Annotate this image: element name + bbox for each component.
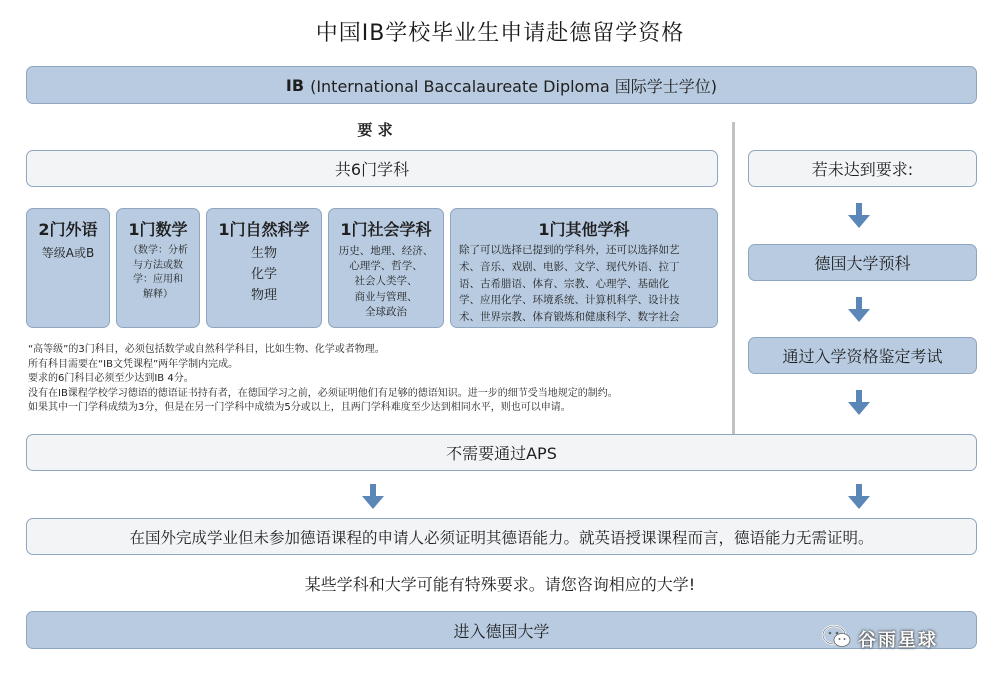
- column-divider: [732, 122, 735, 434]
- subject-line: 除了可以选择已提到的学科外，还可以选择如艺: [459, 244, 680, 256]
- subject-line: 语、古希腊语、体育、宗教、心理学、基础化: [459, 277, 669, 290]
- subject-heading: 1门自然科学: [218, 220, 310, 239]
- subject-line: 解释）: [143, 288, 173, 300]
- subject-line: 术、音乐、戏剧、电影、文学、现代外语、拉丁: [459, 260, 680, 273]
- if-not-met-box: 若未达到要求:: [748, 150, 977, 187]
- subject-box-social-science: [328, 208, 444, 328]
- enter-university-bar: 进入德国大学: [26, 611, 977, 649]
- subject-line: （数学：分析: [128, 245, 188, 256]
- subject-heading: 1门其他学科: [538, 220, 630, 239]
- subject-line: 等级A或B: [41, 246, 95, 260]
- subject-box-other: [450, 208, 718, 328]
- subject-heading: 2门外语: [38, 220, 98, 239]
- note-line: “高等级”的3门科目，必须包括数学或自然科学科目，比如生物、化学或者物理。: [28, 344, 385, 355]
- subject-line: 化学: [250, 266, 277, 282]
- down-arrow-icon: [362, 484, 384, 510]
- no-aps-bar: 不需要通过APS: [26, 434, 977, 471]
- prep-course-box: 德国大学预科: [748, 244, 977, 281]
- note-line: 如果其中一门学科成绩为3分，但是在另一门学科中成绩为5分或以上，且两门学科难度至少达到相同水平，则也可以申请。: [28, 402, 571, 413]
- subject-line: 学：应用和: [133, 274, 183, 285]
- down-arrow-icon: [848, 203, 870, 229]
- requirements-label: 要 求: [357, 121, 393, 139]
- subject-line: 商业与管理、: [354, 290, 418, 303]
- subject-line: 学、应用化学、环境系统、计算机科学、设计技: [459, 294, 680, 307]
- wechat-icon: [822, 624, 852, 654]
- subject-line: 历史、地理、经济、: [338, 245, 434, 257]
- entrance-exam-box: 通过入学资格鉴定考试: [748, 337, 977, 374]
- subject-box-math: [116, 208, 200, 328]
- german-proof-bar: 在国外完成学业但未参加德语课程的申请人必须证明其德语能力。就英语授课课程而言，德语能力无需证明。: [26, 518, 977, 555]
- subject-line: 术、世界宗教、体育锻炼和健康科学、数字社会: [459, 311, 680, 324]
- subject-line: 与方法或数: [133, 259, 183, 271]
- subject-heading: 1门社会学科: [340, 220, 432, 239]
- note-line: 所有科目需要在“IB文凭课程”两年学制内完成。: [28, 358, 239, 370]
- ib-description: (International Baccalaureate Diploma 国际学士学位): [310, 76, 718, 96]
- note-line: 要求的6门科目必须至少达到IB 4分。: [28, 373, 194, 384]
- down-arrow-icon: [848, 297, 870, 323]
- subject-box-foreign-languages: [26, 208, 110, 328]
- ib-diploma-bar: [26, 66, 977, 104]
- subject-line: 心理学、哲学、: [349, 260, 423, 273]
- down-arrow-icon: [848, 484, 870, 510]
- subject-line: 社会人类学、: [354, 275, 418, 288]
- subject-heading: 1门数学: [128, 220, 188, 239]
- requirement-notes: [28, 343, 718, 416]
- subject-line: 生物: [250, 246, 277, 261]
- page-title: 中国IB学校毕业生申请赴德留学资格: [315, 21, 685, 46]
- note-line: 没有在IB课程学校学习德语的德语证书持有者，在德国学习之前，必须证明他们有足够的德语知识。进一步的细节受当地规定的制约。: [28, 387, 618, 399]
- subject-line: 全球政治: [365, 305, 407, 318]
- watermark: [822, 622, 972, 656]
- watermark-text: 谷雨星球: [858, 630, 938, 651]
- subject-box-natural-science: [206, 208, 322, 328]
- subject-line: 物理: [250, 287, 277, 303]
- special-requirements-note: 某些学科和大学可能有特殊要求。请您咨询相应的大学!: [304, 575, 696, 594]
- six-subjects-bar: 共6门学科: [26, 150, 718, 187]
- down-arrow-icon: [848, 390, 870, 416]
- ib-label: IB: [285, 75, 305, 95]
